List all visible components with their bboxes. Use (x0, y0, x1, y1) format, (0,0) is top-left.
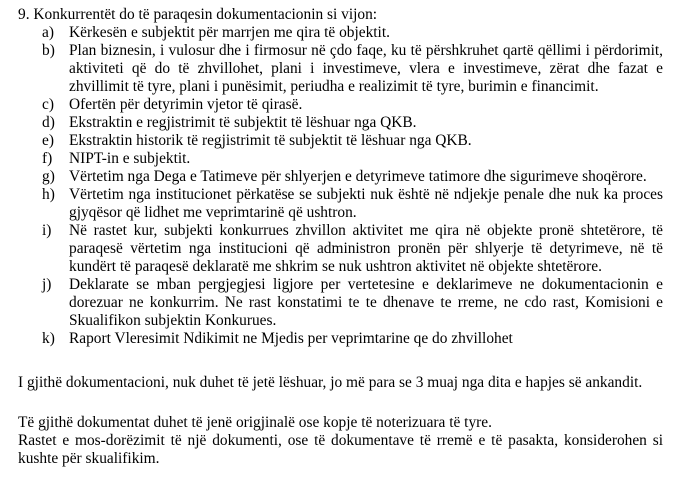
list-item-label: h) (42, 186, 55, 203)
requirements-list (0, 24, 693, 348)
list-item-text: Ekstraktin historik të regjistrimit të subjektit të lëshuar nga QKB. (69, 132, 472, 149)
validity-paragraph: I gjithë dokumentacioni, nuk duhet të jetë lëshuar, jo më para se 3 muaj nga dita e hapjes së ankandit. (18, 374, 643, 391)
list-item-b (0, 42, 693, 96)
originals-paragraph: Të gjithë dokumentat duhet të jenë origjinalë ose kopje të noterizuara të tyre. (18, 414, 492, 431)
list-item-g (0, 168, 693, 186)
list-item-label: d) (42, 114, 55, 131)
list-item-text: Kërkesën e subjektit për marrjen me qira të objektit. (69, 24, 390, 41)
list-item-label: f) (42, 150, 53, 167)
list-item-label: e) (42, 132, 54, 149)
list-item-h (0, 186, 693, 222)
list-item-e (0, 132, 693, 150)
list-item-text: Deklarate se mban pergjegjesi ligjore per vertetesine e deklarimeve ne dokumentacionin e dorezuar ne konkurrim. Ne rast konstatimi te te dhenave te rreme, ne cdo rast, Komisioni e Skualifikon subjektin Konkurues. (69, 276, 663, 329)
list-item-label: g) (42, 168, 55, 185)
list-item-text: Vërtetim nga institucionet përkatëse se subjekti nuk është në ndjekje penale dhe nuk ka proces gjyqësor që lidhet me veprimtarinë që ushtron. (69, 186, 663, 221)
list-item-label: k) (42, 330, 55, 347)
list-item-label: c) (42, 96, 54, 113)
list-item-d (0, 114, 693, 132)
list-item-label: i) (42, 222, 52, 239)
list-item-text: NIPT-in e subjektit. (69, 150, 191, 167)
list-item-c (0, 96, 693, 114)
disqualification-paragraph: Rastet e mos-dorëzimit të një dokumenti, ose të dokumentave të rremë e të pasakta, konsiderohen si kushte për skualifikim. (18, 432, 663, 467)
list-item-k (0, 330, 693, 348)
list-item-f (0, 150, 693, 168)
list-item-label: a) (42, 24, 54, 41)
list-item-text: Raport Vleresimit Ndikimit ne Mjedis per veprimtarine qe do zhvillohet (69, 330, 513, 347)
list-item-a (0, 24, 693, 42)
list-item-text: Vërtetim nga Dega e Tatimeve për shlyerjen e detyrimeve tatimore dhe sigurimeve shoqërore. (69, 168, 647, 185)
section-heading: 9. Konkurrentët do të paraqesin dokumentacionin si vijon: (18, 6, 378, 23)
list-item-label: b) (42, 42, 55, 59)
list-item-text: Ofertën për detyrimin vjetor të qirasë. (69, 96, 303, 113)
list-item-text: Ekstraktin e regjistrimit të subjektit të lëshuar nga QKB. (69, 114, 417, 131)
list-item-text: Plan biznesin, i vulosur dhe i firmosur në çdo faqe, ku të përshkruhet qartë qëllimi i përdorimit, aktiviteti që do të zhvillohet, plani i investimeve, vlera e investimeve, zërat dhe fazat e zhvillimit të tyre, plani i punësimit, periudha e realizimit të tyre, burimin e financimit. (69, 42, 663, 95)
list-item-j (0, 276, 693, 330)
list-item-i (0, 222, 693, 276)
list-item-text: Në rastet kur, subjekti konkurrues zhvillon aktivitet me qira në objekte pronë shtetërore, të paraqesë vërtetim nga institucioni që administron pronën për shlyerje të detyrimeve, në të kundërt të paraqesë deklaratë me shkrim se nuk ushtron aktivitet në objekte shtetërore. (69, 222, 663, 275)
list-item-label: j) (42, 276, 52, 293)
